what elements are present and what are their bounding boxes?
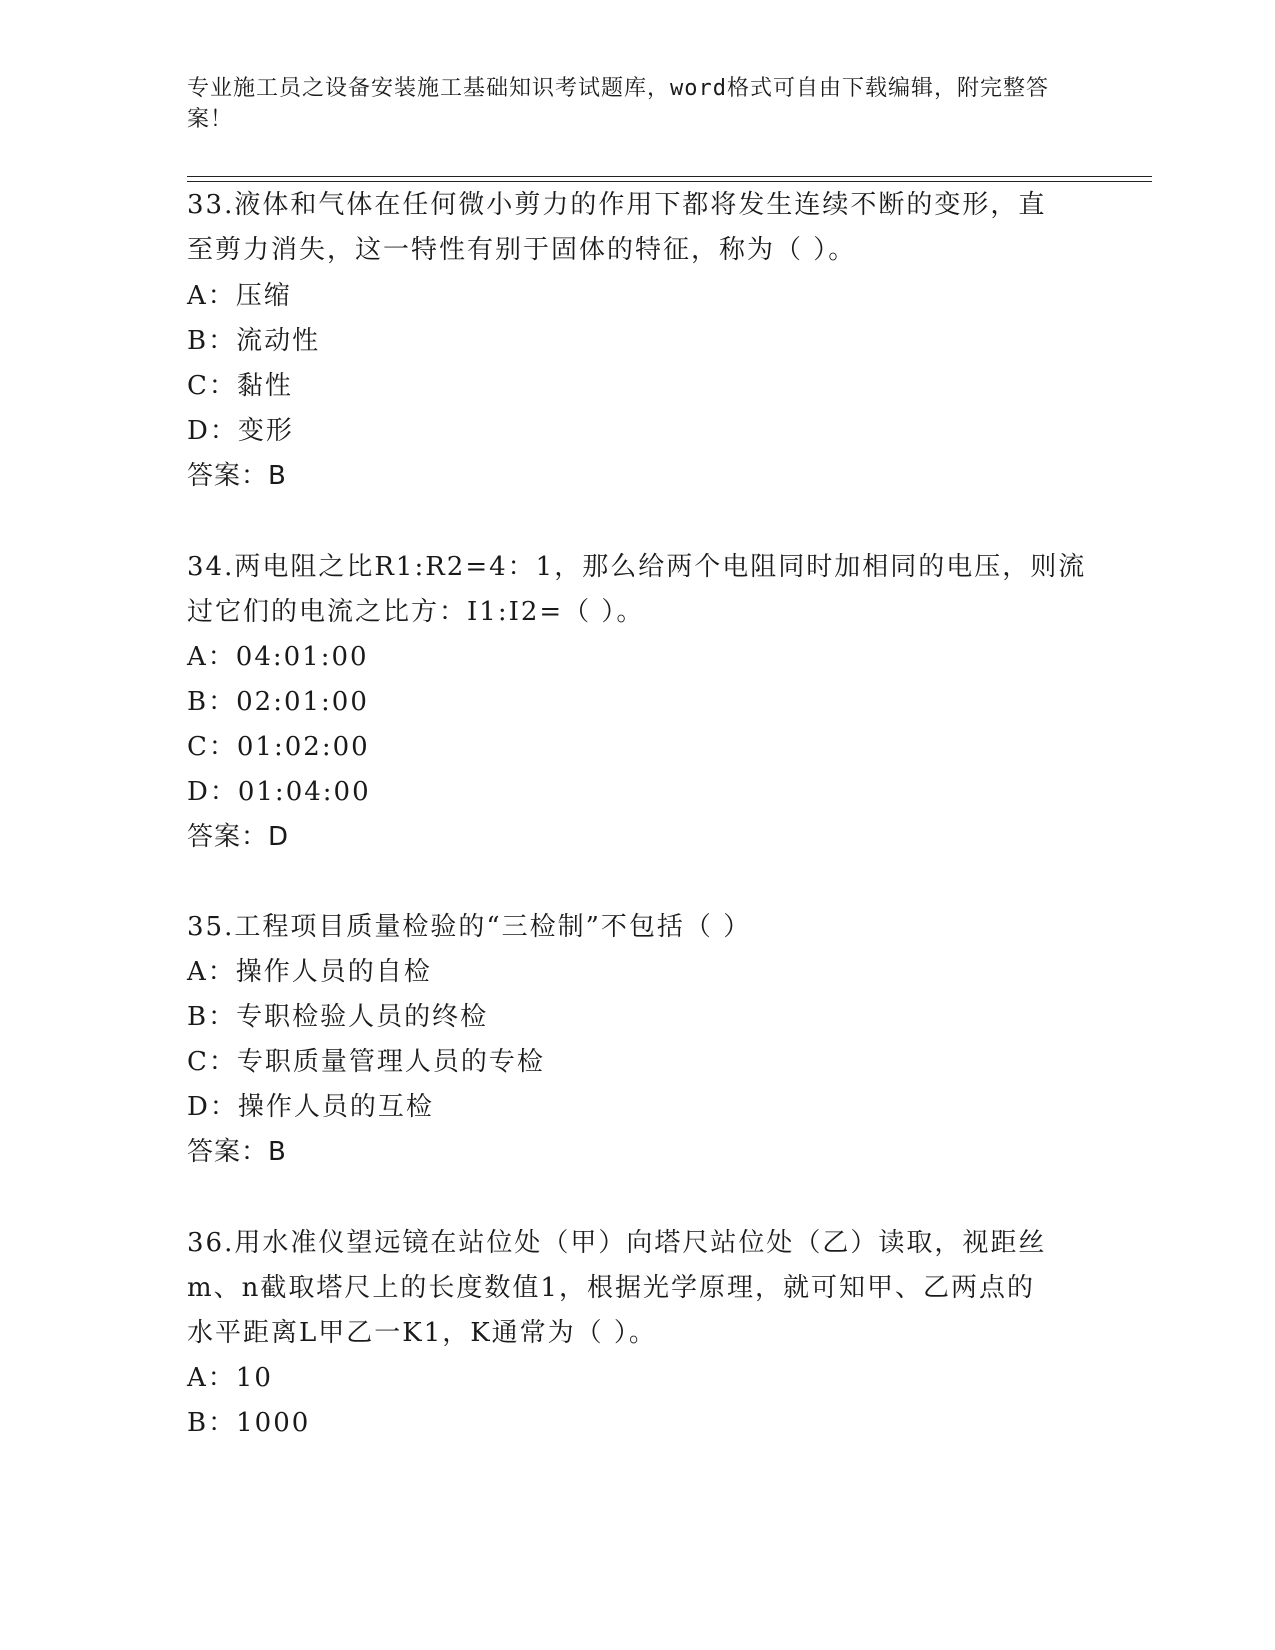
question-33-option-a: A：压缩: [187, 281, 292, 311]
header-divider-bottom: [187, 181, 1152, 182]
question-36-stem-line-1: 36.用水准仪望远镜在站位处（甲）向塔尺站位处（乙）读取，视距丝: [187, 1228, 1047, 1258]
question-34-option-d: D：01:04:00: [187, 777, 371, 807]
question-34-stem-line-1: 34.两电阻之比R1:R2=4：1，那么给两个电阻同时加相同的电压，则流: [187, 552, 1087, 582]
question-35-answer: 答案：B: [187, 1137, 287, 1167]
question-34-answer: 答案：D: [187, 822, 290, 852]
question-34-stem-line-2: 过它们的电流之比方：I1:I2=（ ）。: [187, 597, 645, 627]
question-35-option-a: A：操作人员的自检: [187, 957, 432, 987]
question-33-stem-line-2: 至剪力消失，这一特性有别于固体的特征，称为（ ）。: [187, 235, 857, 265]
question-34-option-c: C：01:02:00: [187, 732, 370, 762]
question-36-stem-line-3: 水平距离L甲乙一K1，K通常为（ ）。: [187, 1318, 657, 1348]
question-35-stem-line-1: 35.工程项目质量检验的“三检制”不包括（ ）: [187, 912, 752, 942]
question-34-option-a: A：04:01:00: [187, 642, 369, 672]
question-36-option-b: B：1000: [187, 1408, 311, 1438]
document-header-title: 专业施工员之设备安装施工基础知识考试题库，word格式可自由下载编辑，附完整答案！: [187, 76, 1049, 132]
question-33-option-b: B：流动性: [187, 326, 321, 356]
question-35-option-b: B：专职检验人员的终检: [187, 1002, 489, 1032]
question-35-option-d: D：操作人员的互检: [187, 1092, 434, 1122]
question-36-stem-line-2: m、n截取塔尺上的长度数值1，根据光学原理，就可知甲、乙两点的: [187, 1273, 1035, 1303]
question-33-answer: 答案：B: [187, 461, 287, 491]
question-35-option-c: C：专职质量管理人员的专检: [187, 1047, 545, 1077]
question-33-option-c: C：黏性: [187, 371, 293, 401]
header-divider-top: [187, 176, 1152, 177]
question-34-option-b: B：02:01:00: [187, 687, 369, 717]
question-33-option-d: D：变形: [187, 416, 294, 446]
question-33-stem-line-1: 33.液体和气体在任何微小剪力的作用下都将发生连续不断的变形，直: [187, 190, 1047, 220]
question-36-option-a: A：10: [187, 1363, 273, 1393]
